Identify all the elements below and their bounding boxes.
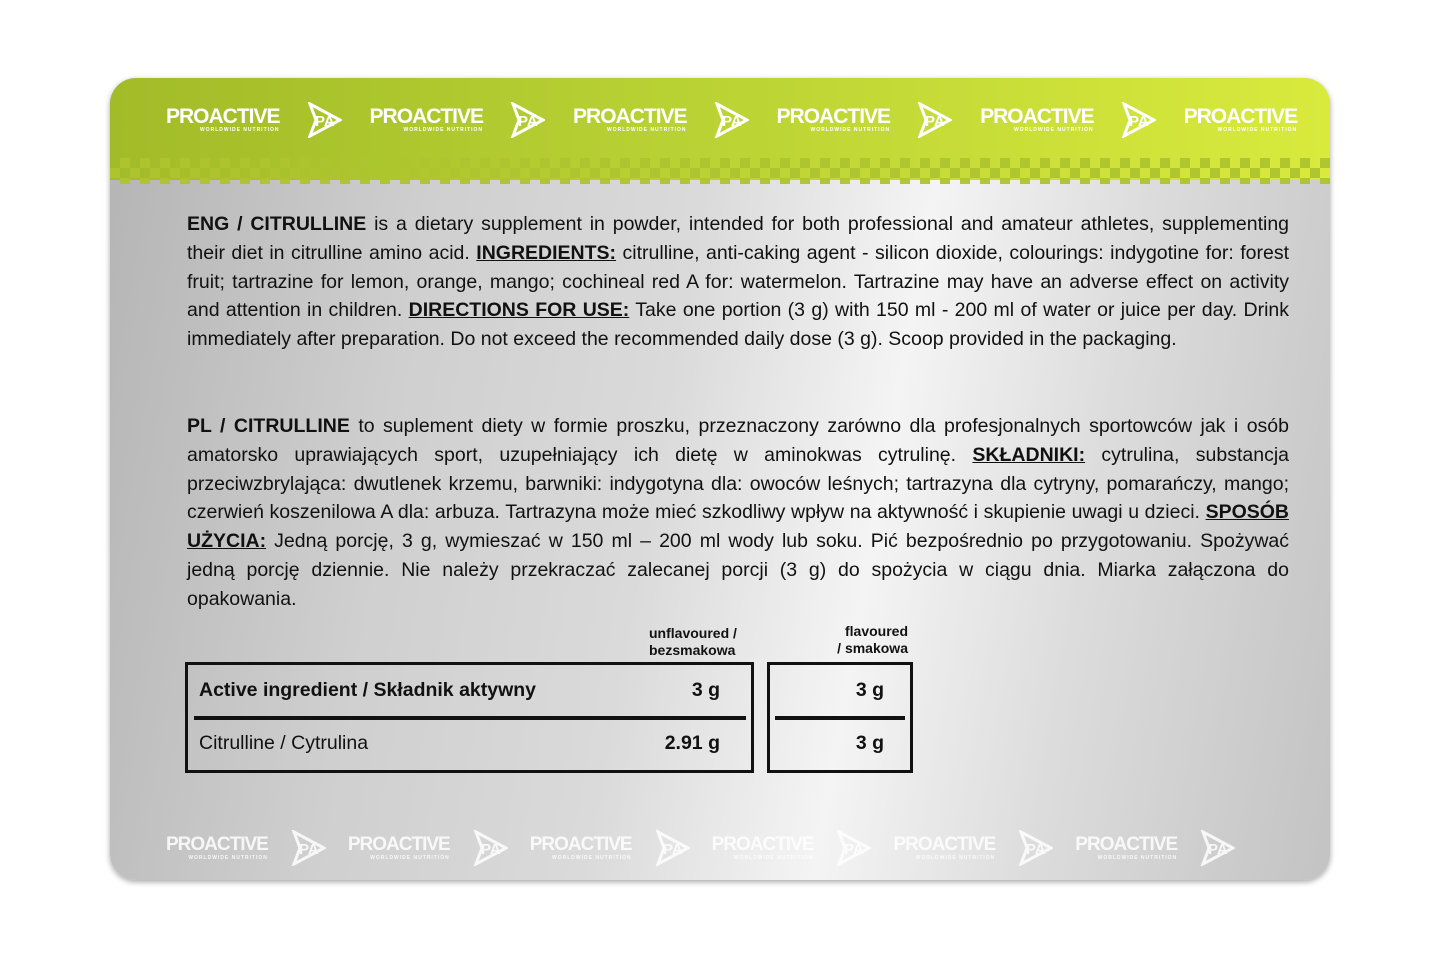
- brand-name: PROACTIVE: [711, 834, 814, 855]
- pa-emblem-icon: [654, 830, 690, 866]
- brand-logo: [1184, 102, 1298, 138]
- svg-text:PA: PA: [1208, 841, 1228, 858]
- bottom-logo-row: [166, 830, 1235, 866]
- pa-emblem-icon: [713, 102, 749, 138]
- pl-description: [187, 412, 1289, 614]
- brand-tagline: WORLDWIDE NUTRITION: [199, 127, 280, 133]
- column-header-flavoured: [826, 623, 908, 657]
- pa-emblem-icon: [472, 830, 508, 866]
- brand-logo: [1075, 830, 1235, 866]
- column-header-flavoured-line2: / smakowa: [837, 640, 908, 656]
- table-row-label: Active ingredient / Składnik aktywny: [199, 679, 537, 701]
- brand-tagline: WORLDWIDE NUTRITION: [1097, 855, 1178, 861]
- product-label: [110, 78, 1330, 880]
- pl-text-2: cytrulina, substancja przeciwzbrylająca: dwutlenek krzemu, barwniki: indygotyna dla: owoców leśnych; tartrazyna dla cytryny, pomarańczy, mango; czerwień koszenilowa A dla: arbuza. Tartrazyna może mieć szkodliwy wpływ na aktywność i skupienie uwagi u dzieci.: [187, 443, 1289, 524]
- brand-tagline: WORLDWIDE NUTRITION: [403, 127, 484, 133]
- eng-text-1: is a dietary supplement in powder, intended for both professional and amateur athletes, supplementing their diet in citrulline amino acid.: [187, 213, 1290, 264]
- svg-text:PA: PA: [298, 841, 319, 858]
- pl-text-1: to suplement diety w formie proszku, przeznaczony zarówno dla profesjonalnych sportowców jak i osób amatorsko uprawiających sport, uzupełniający ich dietę w aminokwas cytrulinę.: [187, 415, 1289, 466]
- brand-name: PROACTIVE: [347, 834, 450, 855]
- brand-logo: [712, 830, 872, 866]
- brand-logo: [348, 830, 508, 866]
- column-header-flavoured-line1: flavoured: [844, 623, 908, 639]
- pl-directions-label: SPOSÓB UŻYCIA:: [187, 501, 1289, 553]
- brand-logo: [166, 830, 326, 866]
- pa-emblem-icon: [916, 102, 952, 138]
- brand-name: PROACTIVE: [166, 105, 280, 128]
- brand-name: PROACTIVE: [573, 105, 687, 128]
- brand-tagline: WORLDWIDE NUTRITION: [1217, 127, 1298, 133]
- top-logo-row: [166, 102, 1325, 138]
- brand-name: PROACTIVE: [166, 834, 268, 855]
- eng-description: [187, 210, 1289, 354]
- eng-ingredients-label: INGREDIENTS:: [476, 241, 617, 264]
- svg-text:PA: PA: [925, 113, 945, 130]
- brand-name: PROACTIVE: [893, 834, 996, 855]
- pl-text-3: Jedną porcję, 3 g, wymieszać w 150 ml – 200 ml wody lub soku. Pić bezpośrednio po przygotowaniu. Spożywać jedną porcję dziennie. Nie należy przekraczać zalecanej porcji (3 g) do spożycia w ciągu dnia. Miarka załączona do opakowania.: [187, 530, 1289, 610]
- brand-name: PROACTIVE: [980, 105, 1094, 128]
- table-cell-flavoured: 3 g: [855, 732, 884, 754]
- brand-name: PROACTIVE: [776, 105, 891, 128]
- checker-pattern: [110, 158, 1330, 184]
- svg-text:PA: PA: [844, 841, 865, 858]
- brand-logo: [530, 830, 690, 866]
- svg-text:PA: PA: [314, 113, 335, 130]
- table-cell-flavoured: 3 g: [855, 679, 884, 701]
- brand-tagline: WORLDWIDE NUTRITION: [810, 127, 891, 133]
- pa-emblem-icon: [1017, 830, 1053, 866]
- pl-lead: PL / CITRULLINE: [187, 415, 350, 437]
- svg-text:PA: PA: [721, 113, 742, 130]
- svg-text:PA: PA: [480, 841, 501, 858]
- column-header-unflavoured-line2: bezsmakowa: [649, 642, 736, 658]
- table-cell-unflavoured: 2.91 g: [664, 732, 720, 754]
- column-header-unflavoured-line1: unflavoured /: [649, 625, 737, 641]
- brand-logo: [370, 102, 546, 138]
- pa-emblem-icon: [1120, 102, 1156, 138]
- brand-name: PROACTIVE: [1183, 105, 1298, 128]
- brand-tagline: WORLDWIDE NUTRITION: [370, 855, 450, 861]
- brand-logo: [980, 102, 1156, 138]
- brand-logo: [573, 102, 749, 138]
- eng-directions-label: DIRECTIONS FOR USE:: [408, 299, 630, 322]
- brand-name: PROACTIVE: [1075, 834, 1178, 855]
- brand-tagline: WORLDWIDE NUTRITION: [607, 127, 687, 133]
- table-cell-unflavoured: 3 g: [691, 679, 720, 701]
- table-divider: [775, 716, 905, 720]
- svg-text:PA: PA: [1128, 113, 1149, 130]
- svg-text:PA: PA: [518, 113, 538, 130]
- svg-text:PA: PA: [662, 841, 683, 858]
- pa-emblem-icon: [509, 102, 545, 138]
- brand-tagline: WORLDWIDE NUTRITION: [1014, 127, 1094, 133]
- pl-ingredients-label: SKŁADNIKI:: [972, 443, 1086, 466]
- pa-emblem-icon: [306, 102, 342, 138]
- brand-tagline: WORLDWIDE NUTRITION: [733, 855, 814, 861]
- eng-lead: ENG / CITRULLINE: [187, 213, 367, 235]
- brand-logo: [777, 102, 953, 138]
- table-divider: [194, 716, 746, 720]
- brand-name: PROACTIVE: [369, 105, 484, 128]
- column-header-unflavoured: [649, 625, 737, 659]
- table-row-label: Citrulline / Cytrulina: [199, 732, 369, 754]
- brand-logo: [893, 830, 1053, 866]
- pa-emblem-icon: [290, 830, 326, 866]
- brand-tagline: WORLDWIDE NUTRITION: [552, 855, 632, 861]
- eng-text-3: Take one portion (3 g) with 150 ml - 200 ml of water or juice per day. Drink immediately after preparation. Do not exceed the recommended daily dose (3 g). Scoop provided in the packaging.: [187, 299, 1290, 351]
- eng-text-2: citrulline, anti-caking agent - silicon dioxide, colourings: indygotine for: forest fruit; tartrazine for lemon, orange, mango; cochineal red A for: watermelon. Tartrazine may have an adverse effect on activity and attention in children.: [187, 241, 1289, 322]
- brand-name: PROACTIVE: [529, 834, 632, 855]
- pa-emblem-icon: [1199, 830, 1235, 866]
- pa-emblem-icon: [835, 830, 871, 866]
- brand-tagline: WORLDWIDE NUTRITION: [915, 855, 996, 861]
- brand-logo: [166, 102, 342, 138]
- svg-text:PA: PA: [1026, 841, 1047, 858]
- brand-tagline: WORLDWIDE NUTRITION: [188, 855, 268, 861]
